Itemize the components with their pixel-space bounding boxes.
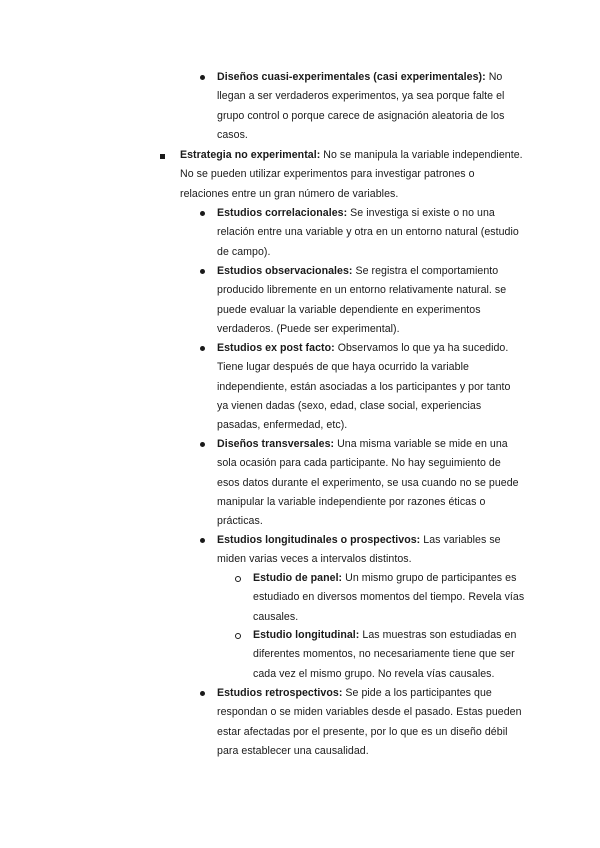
list-item bbox=[217, 435, 522, 531]
item-term: Estudios retrospectivos: bbox=[217, 687, 343, 699]
bullet-dot-icon bbox=[200, 346, 205, 351]
item-term: Diseños cuasi-experimentales (casi experimentales): bbox=[217, 71, 486, 83]
item-term: Estudio de panel: bbox=[253, 572, 343, 584]
list-item bbox=[217, 68, 522, 145]
bullet-square-icon bbox=[160, 154, 165, 159]
item-term: Estudios longitudinales o prospectivos: bbox=[217, 534, 421, 546]
item-text: Un mismo grupo de participantes es estudiado en diversos momentos del tiempo. Revela vías causales. bbox=[253, 572, 525, 623]
item-term: Diseños transversales: bbox=[217, 438, 335, 450]
list-item bbox=[217, 204, 522, 262]
item-text: Se pide a los participantes que respondan o se miden variables desde el pasado. Estas pueden estar afectadas por el presente, por lo que es un diseño débil para establecer una causalidad. bbox=[217, 687, 522, 757]
list-item bbox=[180, 146, 525, 204]
item-text: Observamos lo que ya ha sucedido. Tiene lugar después de que haya ocurrido la variable independiente, están asociadas a los participantes y por tanto ya vienen dadas (sexo, edad, clase social, experiencias pasadas, enfermedad, etc). bbox=[217, 342, 511, 432]
bullet-dot-icon bbox=[200, 691, 205, 696]
bullet-dot-icon bbox=[200, 538, 205, 543]
list-item bbox=[217, 339, 522, 435]
item-text: Se investiga si existe o no una relación entre una variable y otra en un entorno natural (estudio de campo). bbox=[217, 207, 519, 258]
item-text: Se registra el comportamiento producido libremente en un entorno relativamente natural. se puede evaluar la variable dependiente en experimentos verdaderos. (Puede ser experimental). bbox=[217, 265, 507, 335]
bullet-dot-icon bbox=[200, 269, 205, 274]
item-term: Estrategia no experimental: bbox=[180, 149, 321, 161]
bullet-ring-icon bbox=[235, 633, 241, 639]
item-text: No llegan a ser verdaderos experimentos, ya sea porque falte el grupo control o porque carece de asignación aleatoria de los casos. bbox=[217, 71, 505, 141]
list-item bbox=[253, 626, 528, 684]
bullet-dot-icon bbox=[200, 211, 205, 216]
item-text: Las muestras son estudiadas en diferentes momentos, no necesariamente tiene que ser cada vez el mismo grupo. No revela vías causales. bbox=[253, 629, 517, 680]
item-term: Estudios correlacionales: bbox=[217, 207, 348, 219]
bullet-dot-icon bbox=[200, 75, 205, 80]
list-item bbox=[217, 684, 522, 761]
item-term: Estudios observacionales: bbox=[217, 265, 353, 277]
bullet-dot-icon bbox=[200, 442, 205, 447]
list-item bbox=[253, 569, 528, 627]
item-term: Estudios ex post facto: bbox=[217, 342, 335, 354]
bullet-ring-icon bbox=[235, 576, 241, 582]
list-item bbox=[217, 531, 522, 570]
item-text: No se manipula la variable independiente. No se pueden utilizar experimentos para investigar patrones o relaciones entre un gran número de variables. bbox=[180, 149, 523, 200]
list-item bbox=[217, 262, 522, 339]
item-text: Las variables se miden varias veces a intervalos distintos. bbox=[217, 534, 501, 566]
item-text: Una misma variable se mide en una sola ocasión para cada participante. No hay seguimiento de esos datos durante el experimento, se usa cuando no se puede manipular la variable independiente por razones éticas o prácticas. bbox=[217, 438, 519, 528]
item-term: Estudio longitudinal: bbox=[253, 629, 360, 641]
